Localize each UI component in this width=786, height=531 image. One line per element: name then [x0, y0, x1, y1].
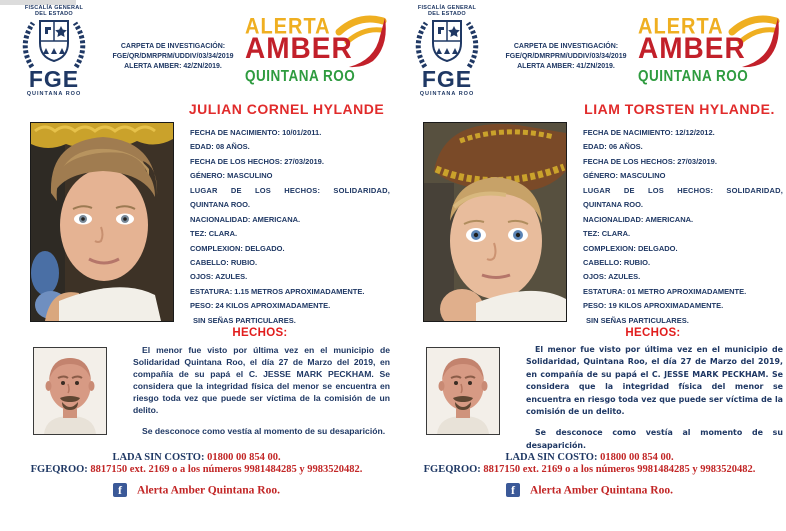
detail-line: COMPLEXION: DELGADO.	[190, 243, 285, 253]
lada-label: LADA SIN COSTO:	[505, 452, 598, 463]
fge-state: QUINTANA ROO	[26, 91, 82, 97]
poster-liam	[393, 0, 786, 531]
fge-shield-icon	[405, 17, 489, 69]
fge-logo-text: DEL ESTADO	[428, 11, 466, 17]
child-photo	[30, 122, 174, 322]
case-file-info	[491, 42, 641, 72]
contact-footer	[0, 452, 393, 497]
fge-logo	[12, 5, 96, 105]
detail-line: PESO: 24 KILOS APROXIMADAMENTE.	[190, 301, 331, 311]
detail-line: FECHA DE NACIMIENTO: 10/01/2011.	[190, 128, 322, 137]
detail-line: EDAD: 08 AÑOS.	[190, 142, 250, 152]
detail-line: CABELLO: RUBIO.	[583, 257, 651, 267]
hechos-text	[133, 344, 390, 437]
fge-logo-text: DEL ESTADO	[35, 11, 73, 17]
suspect-photo	[426, 347, 500, 435]
fge-acronym: FGE	[421, 66, 473, 92]
child-details	[583, 126, 783, 328]
detail-line: SIN SEÑAS PARTICULARES.	[586, 315, 689, 325]
lada-number: 01800 00 854 00.	[207, 452, 281, 463]
hechos-paragraph: El menor fue visto por última vez en el municipio de Solidaridad Quintana Roo, el día 27 de Marzo del 2019, en compañía de su papá el C. JESSE MARK PECKHAM. Se considera que la integridad física del menor se encuentra en riesgo toda vez que puede ser víctima de la comisión de un delito.	[133, 345, 390, 415]
amber-logo-state: QUINTANA ROO	[638, 67, 749, 85]
carpeta-label: CARPETA DE INVESTIGACIÓN:	[513, 43, 619, 50]
detail-line: TEZ: CLARA.	[583, 229, 631, 239]
facebook-page-name: Alerta Amber Quintana Roo.	[530, 484, 673, 497]
fge-logo	[405, 5, 489, 105]
detail-line: QUINTANA ROO.	[583, 200, 643, 210]
fge-shield-icon	[12, 17, 96, 69]
detail-line: NACIONALIDAD: AMERICANA.	[583, 214, 694, 224]
case-file-info	[98, 42, 248, 72]
alerta-amber-logo	[636, 12, 782, 100]
contact-footer	[393, 452, 786, 497]
fgeqroo-number: 8817150 ext. 2169 o a los números 9981484285 y 9983520482.	[483, 464, 756, 475]
detail-line: SIN SEÑAS PARTICULARES.	[193, 315, 296, 325]
detail-line: ESTATURA: 1.15 METROS APROXIMADAMENTE.	[190, 286, 365, 296]
detail-line: OJOS: AZULES.	[190, 272, 248, 282]
child-details	[190, 126, 390, 328]
facebook-page-name: Alerta Amber Quintana Roo.	[137, 484, 280, 497]
detail-line: COMPLEXION: DELGADO.	[583, 243, 678, 253]
fge-state: QUINTANA ROO	[419, 91, 475, 97]
fge-logo-text: FISCALÍA GENERAL	[417, 5, 477, 11]
hechos-paragraph: Se desconoce como vestía al momento de su desaparición.	[142, 426, 386, 436]
detail-line: LUGAR DE LOS HECHOS: SOLIDARIDAD,	[583, 185, 783, 195]
detail-line: FECHA DE NACIMIENTO: 12/12/2012.	[583, 128, 715, 137]
lada-label: LADA SIN COSTO:	[112, 452, 205, 463]
detail-line: OJOS: AZULES.	[583, 272, 641, 282]
detail-line: CABELLO: RUBIO.	[190, 257, 258, 267]
detail-line: QUINTANA ROO.	[190, 200, 250, 210]
hechos-text	[526, 344, 783, 452]
detail-line: NACIONALIDAD: AMERICANA.	[190, 214, 301, 224]
hechos-paragraph: El menor fue visto por última vez en el municipio de Solidaridad, Quintana Roo, el día 27 de Marzo del 2019, en compañía de su papá el C. JESSE MARK PECKHAM. Se considera que la integridad física del menor se encuentra en riesgo toda vez que puede ser víctima de la comisión de un delito.	[526, 345, 783, 417]
alert-number: ALERTA AMBER: 41/ZN/2019.	[517, 63, 615, 70]
fge-logo-text: FISCALÍA GENERAL	[24, 5, 84, 11]
missing-child-name: JULIAN CORNEL HYLANDE	[188, 101, 385, 117]
alerta-amber-logo	[243, 12, 389, 100]
detail-line: EDAD: 06 AÑOS.	[583, 142, 643, 152]
child-photo	[423, 122, 567, 322]
amber-logo-alerta: ALERTA	[638, 15, 724, 40]
carpeta-label: CARPETA DE INVESTIGACIÓN:	[120, 43, 226, 50]
hechos-paragraph: Se desconoce como vestía al momento de su desaparición.	[526, 428, 783, 450]
amber-logo-amber: AMBER	[245, 32, 353, 65]
detail-line: FECHA DE LOS HECHOS: 27/03/2019.	[583, 156, 717, 166]
fgeqroo-label: FGEQROO:	[30, 464, 88, 475]
amber-logo-amber: AMBER	[638, 32, 746, 65]
hechos-heading: HECHOS:	[625, 327, 681, 339]
carpeta-number: FGE/QR/DMRPRM/UDDIV/03/34/2019	[112, 53, 234, 60]
facebook-icon	[113, 483, 127, 497]
detail-line: GÉNERO: MASCULINO	[583, 171, 666, 181]
suspect-photo	[33, 347, 107, 435]
lada-number: 01800 00 854 00.	[600, 452, 674, 463]
detail-line: PESO: 19 KILOS APROXIMADAMENTE.	[583, 301, 724, 311]
detail-line: LUGAR DE LOS HECHOS: SOLIDARIDAD,	[190, 185, 390, 195]
facebook-icon	[506, 483, 520, 497]
amber-logo-alerta: ALERTA	[245, 15, 331, 40]
detail-line: ESTATURA: 01 METRO APROXIMADAMENTE.	[583, 286, 747, 296]
hechos-heading: HECHOS:	[232, 327, 288, 339]
detail-line: FECHA DE LOS HECHOS: 27/03/2019.	[190, 156, 324, 166]
amber-logo-state: QUINTANA ROO	[245, 67, 356, 85]
detail-line: GÉNERO: MASCULINO	[190, 171, 273, 181]
fge-acronym: FGE	[28, 66, 80, 92]
detail-line: TEZ: CLARA.	[190, 229, 238, 239]
carpeta-number: FGE/QR/DMRPRM/UDDIV/03/34/2019	[505, 53, 627, 60]
fgeqroo-number: 8817150 ext. 2169 o a los números 9981484285 y 9983520482.	[90, 464, 363, 475]
missing-child-name: LIAM TORSTEN HYLANDE.	[584, 101, 775, 117]
alert-number: ALERTA AMBER: 42/ZN/2019.	[124, 63, 222, 70]
fgeqroo-label: FGEQROO:	[423, 464, 481, 475]
